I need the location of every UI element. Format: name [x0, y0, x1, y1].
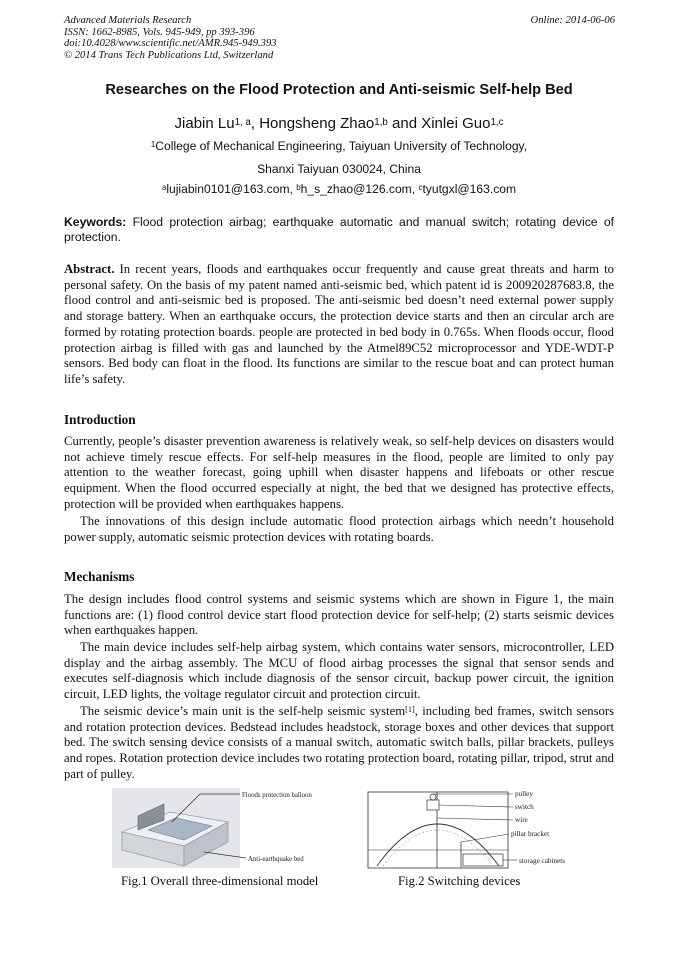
issn: ISSN: 1662-8985, Vols. 945-949, pp 393-396 [64, 26, 255, 38]
online-date: Online: 2014-06-06 [530, 15, 615, 26]
author-sup: 1,c [490, 116, 504, 128]
copyright: © 2014 Trans Tech Publications Ltd, Switzerland [64, 49, 274, 61]
email-sup: c [418, 183, 423, 193]
label-wire: wire [515, 816, 528, 824]
email-link[interactable]: h_s_zhao@126.com [300, 182, 412, 196]
mechanisms-paragraph-1: The design includes flood control systems and seismic systems which are shown in Figure 1, the main functions are: (1) flood control device start flood protection device for self-help; (2) starts seismic devices when earthquakes happen. [64, 592, 614, 638]
label-pillar-bracket: pillar bracket [511, 830, 550, 838]
author-and: and [387, 115, 422, 132]
affiliation-sup: 1 [150, 140, 156, 150]
abstract-label: Abstract. [64, 262, 115, 276]
figure-1-3d-model [108, 786, 360, 874]
author-list [40, 115, 638, 132]
label-pulley: pulley [515, 790, 533, 798]
email-separator: , [411, 182, 419, 196]
author-name: Hongsheng Zhao [259, 115, 375, 132]
leader-line [439, 805, 513, 807]
author-name: Xinlei Guo [421, 115, 491, 132]
section-heading-mechanisms: Mechanisms [64, 569, 135, 584]
mechanisms-paragraph-3 [64, 704, 614, 783]
label-storage-cabinets: storage cabinets [519, 857, 566, 865]
journal-header [64, 15, 484, 61]
paper-title: Researches on the Flood Protection and Anti-seismic Self-help Bed [105, 82, 573, 98]
leader-line [437, 818, 513, 820]
email-sup: b [296, 183, 301, 193]
affiliation-text: College of Mechanical Engineering, Taiyuan University of Technology, [155, 139, 528, 153]
storage-cabinet [463, 854, 503, 866]
figure-2-caption: Fig.2 Switching devices [398, 874, 521, 888]
author-separator: , [250, 115, 260, 132]
keywords-text: Flood protection airbag; earthquake automatic and manual switch; rotating device of protection. [64, 215, 614, 244]
affiliation-line-1 [40, 139, 638, 153]
author-sup: 1, a [234, 116, 251, 128]
label-bed: Anti-earthquake bed [248, 856, 304, 863]
section-heading-introduction: Introduction [64, 412, 136, 427]
introduction-paragraph-1: Currently, people’s disaster prevention awareness is relatively weak, so self-help devices on disasters would not achieve timely rescue effects. For self-help measures in the flood, people are limited to only pay attention to the weather forecast, going uphill when disaster happens and lifeboats or other rescue equipment. When the flood occurred especially at night, the bed that we designed has protective effects, protection will be provided when earthquakes happens. [64, 434, 614, 511]
pulley [430, 794, 436, 800]
paragraph-text: The seismic device’s main unit is the self-help seismic system [80, 704, 406, 718]
affiliation-line-2: Shanxi Taiyuan 030024, China [257, 162, 421, 176]
journal-name: Advanced Materials Research [64, 15, 192, 26]
email-link[interactable]: lujiabin0101@163.com [166, 182, 290, 196]
keywords [64, 215, 614, 245]
introduction-paragraph-2: The innovations of this design include automatic flood protection airbags which needn’t household power supply, automatic seismic protection devices with rotating boards. [64, 514, 614, 544]
leader-line [461, 834, 509, 842]
author-name: Jiabin Lu [174, 115, 235, 132]
keywords-label: Keywords: [64, 215, 127, 229]
email-separator: , [289, 182, 297, 196]
email-link[interactable]: tyutgxl@163.com [422, 182, 517, 196]
protection-arch [377, 824, 499, 866]
email-line [40, 182, 638, 196]
arch-path [383, 830, 493, 866]
figure-2-switching-devices [367, 788, 583, 872]
author-sup: 1,b [374, 116, 388, 128]
label-switch: switch [515, 803, 534, 811]
label-balloon: Floods protection balloon [242, 792, 312, 799]
abstract [64, 262, 614, 388]
paragraph-text: , including bed frames, switch sensors and rotation protection devices. Bedstead includes headstock, storage boxes and other devices that support bed. The switch sensing device consists of a manual switch, automatic switch balls, pillar brackets, pulleys and ropes. Rotation protection device includes two rotating protection board, rotating pillar, tripod, strut and part of pulley. [64, 704, 615, 781]
citation-ref[interactable]: [1] [405, 705, 415, 715]
abstract-text: In recent years, floods and earthquakes occur frequently and cause great threats and harm to personal safety. On the basis of my patent named anti-seismic bed, which patent id is 200920287683.8, the flood control and anti-seismic bed is proposed. The anti-seismic bed doesn’t need external power supply and storage battery. When an earthquake occurs, the protection device starts and then an circular arch are formed by rotating protection boards. people are protected in bed body in 0.765s. When floods occur, flood protection airbag is filled with gas and launched by the Atmel89C52 microprocessor and YDE-WDT-P sensors. Bed body can float in the flood. Its functions are similar to the rescue boat and can protect human life’s safety. [64, 262, 614, 386]
email-sup: a [161, 183, 167, 193]
switch-box [427, 800, 439, 810]
figure-1-caption: Fig.1 Overall three-dimensional model [121, 874, 319, 888]
doi: doi:10.4028/www.scientific.net/AMR.945-949.393 [64, 38, 277, 49]
mechanisms-paragraph-2: The main device includes self-help airbag system, which contains water sensors, microcontroller, LED display and the airbag assembly. The MCU of flood airbag processes the signal that sensor sends and executes self-diagnosis which include diagnosis of the sensor circuit, backup power circuit, the ignition circuit, LED lights, the voltage regulator circuit and protection circuit. [64, 640, 614, 702]
